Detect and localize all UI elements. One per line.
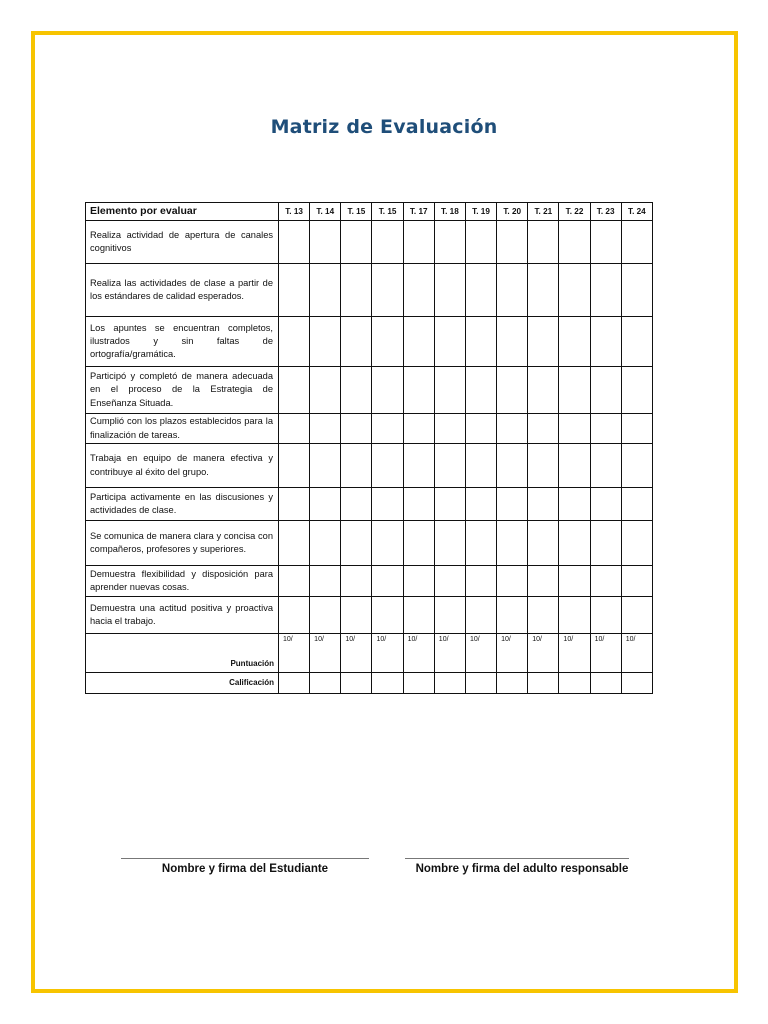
score-cell[interactable] (465, 444, 496, 488)
score-cell[interactable] (279, 317, 310, 367)
score-cell[interactable] (465, 367, 496, 414)
points-cell[interactable]: 10/ (279, 634, 310, 673)
criteria-text: Se comunica de manera clara y concisa con compañeros, profesores y superiores. (86, 521, 279, 566)
grade-cell[interactable] (279, 673, 310, 694)
score-cell[interactable] (310, 488, 341, 521)
score-cell[interactable] (528, 566, 559, 597)
score-cell[interactable] (528, 317, 559, 367)
criteria-text: Cumplió con los plazos establecidos para la finalización de tareas. (86, 414, 279, 444)
points-cell[interactable]: 10/ (434, 634, 465, 673)
score-cell[interactable] (279, 566, 310, 597)
guardian-signature-label: Nombre y firma del adulto responsable (415, 863, 629, 875)
score-cell[interactable] (434, 488, 465, 521)
column-header: T. 20 (497, 203, 528, 221)
points-cell[interactable]: 10/ (559, 634, 590, 673)
score-cell[interactable] (497, 597, 528, 634)
grade-cell[interactable] (372, 673, 403, 694)
score-cell[interactable] (528, 521, 559, 566)
points-cell[interactable]: 10/ (465, 634, 496, 673)
score-cell[interactable] (341, 414, 372, 444)
grade-cell[interactable] (528, 673, 559, 694)
score-cell[interactable] (403, 367, 434, 414)
points-cell[interactable]: 10/ (497, 634, 528, 673)
column-header: T. 19 (465, 203, 496, 221)
score-cell[interactable] (310, 521, 341, 566)
criteria-text: Participa activamente en las discusiones y actividades de clase. (86, 488, 279, 521)
score-cell[interactable] (372, 317, 403, 367)
criteria-body (86, 221, 653, 634)
score-cell[interactable] (341, 597, 372, 634)
score-cell[interactable] (621, 317, 652, 367)
student-signature-label: Nombre y firma del Estudiante (161, 863, 329, 875)
score-cell[interactable] (559, 444, 590, 488)
score-cell[interactable] (559, 488, 590, 521)
points-cell[interactable]: 10/ (310, 634, 341, 673)
score-cell[interactable] (434, 414, 465, 444)
score-cell[interactable] (497, 414, 528, 444)
score-cell[interactable] (528, 597, 559, 634)
score-cell[interactable] (621, 264, 652, 317)
grade-cell[interactable] (621, 673, 652, 694)
score-cell[interactable] (621, 597, 652, 634)
criteria-row (86, 566, 653, 597)
score-cell[interactable] (279, 367, 310, 414)
score-cell[interactable] (403, 521, 434, 566)
criteria-text: Realiza las actividades de clase a partir de los estándares de calidad esperados. (86, 264, 279, 317)
column-header: T. 21 (528, 203, 559, 221)
criteria-row (86, 317, 653, 367)
grade-cell[interactable] (434, 673, 465, 694)
score-cell[interactable] (497, 367, 528, 414)
score-cell[interactable] (465, 317, 496, 367)
grade-cell[interactable] (497, 673, 528, 694)
score-cell[interactable] (621, 521, 652, 566)
grade-cell[interactable] (310, 673, 341, 694)
score-cell[interactable] (310, 367, 341, 414)
score-cell[interactable] (590, 597, 621, 634)
score-cell[interactable] (310, 317, 341, 367)
criteria-row (86, 488, 653, 521)
score-cell[interactable] (403, 221, 434, 264)
score-cell[interactable] (403, 414, 434, 444)
score-cell[interactable] (372, 264, 403, 317)
column-header: T. 18 (434, 203, 465, 221)
score-cell[interactable] (559, 566, 590, 597)
points-cell[interactable]: 10/ (528, 634, 559, 673)
score-cell[interactable] (497, 566, 528, 597)
criteria-row (86, 367, 653, 414)
score-cell[interactable] (279, 221, 310, 264)
column-header: T. 17 (403, 203, 434, 221)
criteria-text: Demuestra flexibilidad y disposición para aprender nuevas cosas. (86, 566, 279, 597)
score-cell[interactable] (403, 566, 434, 597)
score-cell[interactable] (372, 444, 403, 488)
score-cell[interactable] (403, 597, 434, 634)
criteria-row (86, 521, 653, 566)
score-cell[interactable] (279, 597, 310, 634)
score-cell[interactable] (528, 367, 559, 414)
points-cell[interactable]: 10/ (372, 634, 403, 673)
score-cell[interactable] (590, 367, 621, 414)
score-cell[interactable] (465, 414, 496, 444)
criteria-text: Realiza actividad de apertura de canales cognitivos (86, 221, 279, 264)
score-cell[interactable] (372, 521, 403, 566)
score-cell[interactable] (279, 488, 310, 521)
score-cell[interactable] (279, 414, 310, 444)
score-cell[interactable] (310, 597, 341, 634)
column-header: T. 15 (372, 203, 403, 221)
score-cell[interactable] (279, 264, 310, 317)
score-cell[interactable] (341, 566, 372, 597)
score-cell[interactable] (372, 221, 403, 264)
score-cell[interactable] (279, 521, 310, 566)
score-cell[interactable] (341, 221, 372, 264)
criteria-text: Trabaja en equipo de manera efectiva y contribuye al éxito del grupo. (86, 444, 279, 488)
score-cell[interactable] (434, 221, 465, 264)
score-cell[interactable] (434, 367, 465, 414)
score-cell[interactable] (497, 444, 528, 488)
calificacion-row (86, 673, 653, 694)
criteria-row (86, 221, 653, 264)
matrix-header-row (86, 203, 653, 221)
score-cell[interactable] (621, 488, 652, 521)
score-cell[interactable] (497, 521, 528, 566)
score-cell[interactable] (465, 566, 496, 597)
score-cell[interactable] (465, 488, 496, 521)
score-cell[interactable] (310, 221, 341, 264)
score-cell[interactable] (465, 221, 496, 264)
score-cell[interactable] (434, 317, 465, 367)
criteria-column-header: Elemento por evaluar (86, 203, 279, 221)
score-cell[interactable] (559, 521, 590, 566)
score-cell[interactable] (341, 367, 372, 414)
score-cell[interactable] (559, 414, 590, 444)
score-cell[interactable] (528, 264, 559, 317)
grade-cell[interactable] (403, 673, 434, 694)
score-cell[interactable] (372, 414, 403, 444)
student-signature-line (121, 858, 369, 859)
grade-cell[interactable] (465, 673, 496, 694)
guardian-signature (392, 858, 652, 875)
calificacion-label: Calificación (86, 673, 279, 694)
score-cell[interactable] (403, 444, 434, 488)
score-cell[interactable] (559, 367, 590, 414)
score-cell[interactable] (465, 521, 496, 566)
score-cell[interactable] (497, 221, 528, 264)
score-cell[interactable] (528, 444, 559, 488)
score-cell[interactable] (497, 488, 528, 521)
score-cell[interactable] (341, 488, 372, 521)
criteria-row (86, 264, 653, 317)
score-cell[interactable] (403, 317, 434, 367)
score-cell[interactable] (497, 317, 528, 367)
score-cell[interactable] (372, 367, 403, 414)
student-signature (121, 858, 369, 875)
page-title: Matriz de Evaluación (270, 116, 498, 138)
score-cell[interactable] (590, 221, 621, 264)
points-cell[interactable]: 10/ (621, 634, 652, 673)
score-cell[interactable] (279, 444, 310, 488)
guardian-signature-line (405, 858, 629, 859)
score-cell[interactable] (559, 597, 590, 634)
column-header: T. 13 (279, 203, 310, 221)
score-cell[interactable] (341, 264, 372, 317)
score-cell[interactable] (621, 221, 652, 264)
score-cell[interactable] (621, 444, 652, 488)
score-cell[interactable] (528, 488, 559, 521)
criteria-row (86, 414, 653, 444)
score-cell[interactable] (590, 317, 621, 367)
score-cell[interactable] (621, 414, 652, 444)
score-cell[interactable] (310, 264, 341, 317)
score-cell[interactable] (590, 414, 621, 444)
column-header: T. 24 (621, 203, 652, 221)
score-cell[interactable] (590, 488, 621, 521)
score-cell[interactable] (403, 488, 434, 521)
score-cell[interactable] (528, 414, 559, 444)
score-cell[interactable] (497, 264, 528, 317)
column-header: T. 15 (341, 203, 372, 221)
grade-cell[interactable] (590, 673, 621, 694)
score-cell[interactable] (590, 444, 621, 488)
score-cell[interactable] (590, 521, 621, 566)
score-cell[interactable] (590, 264, 621, 317)
score-cell[interactable] (559, 317, 590, 367)
column-header: T. 23 (590, 203, 621, 221)
grade-cell[interactable] (559, 673, 590, 694)
score-cell[interactable] (434, 566, 465, 597)
score-cell[interactable] (559, 264, 590, 317)
evaluation-matrix (85, 202, 653, 694)
criteria-text: Los apuntes se encuentran completos, ilustrados y sin faltas de ortografía/gramática. (86, 317, 279, 367)
score-cell[interactable] (465, 597, 496, 634)
score-cell[interactable] (403, 264, 434, 317)
score-cell[interactable] (434, 597, 465, 634)
criteria-text: Demuestra una actitud positiva y proactiva hacia el trabajo. (86, 597, 279, 634)
puntuacion-label: Puntuación (86, 634, 279, 673)
points-cell[interactable]: 10/ (341, 634, 372, 673)
score-cell[interactable] (310, 414, 341, 444)
score-cell[interactable] (341, 444, 372, 488)
score-cell[interactable] (559, 221, 590, 264)
score-cell[interactable] (372, 597, 403, 634)
criteria-text: Participó y completó de manera adecuada en el proceso de la Estrategia de Enseñanza Situada. (86, 367, 279, 414)
score-cell[interactable] (528, 221, 559, 264)
column-header: T. 22 (559, 203, 590, 221)
points-cell[interactable]: 10/ (590, 634, 621, 673)
score-cell[interactable] (372, 566, 403, 597)
criteria-row (86, 597, 653, 634)
score-cell[interactable] (310, 566, 341, 597)
score-cell[interactable] (341, 521, 372, 566)
score-cell[interactable] (372, 488, 403, 521)
score-cell[interactable] (465, 264, 496, 317)
puntuacion-row (86, 634, 653, 673)
score-cell[interactable] (310, 444, 341, 488)
points-cell[interactable]: 10/ (403, 634, 434, 673)
column-header: T. 14 (310, 203, 341, 221)
score-cell[interactable] (434, 521, 465, 566)
grade-cell[interactable] (341, 673, 372, 694)
score-cell[interactable] (434, 444, 465, 488)
score-cell[interactable] (341, 317, 372, 367)
score-cell[interactable] (621, 367, 652, 414)
score-cell[interactable] (434, 264, 465, 317)
score-cell[interactable] (590, 566, 621, 597)
criteria-row (86, 444, 653, 488)
score-cell[interactable] (621, 566, 652, 597)
